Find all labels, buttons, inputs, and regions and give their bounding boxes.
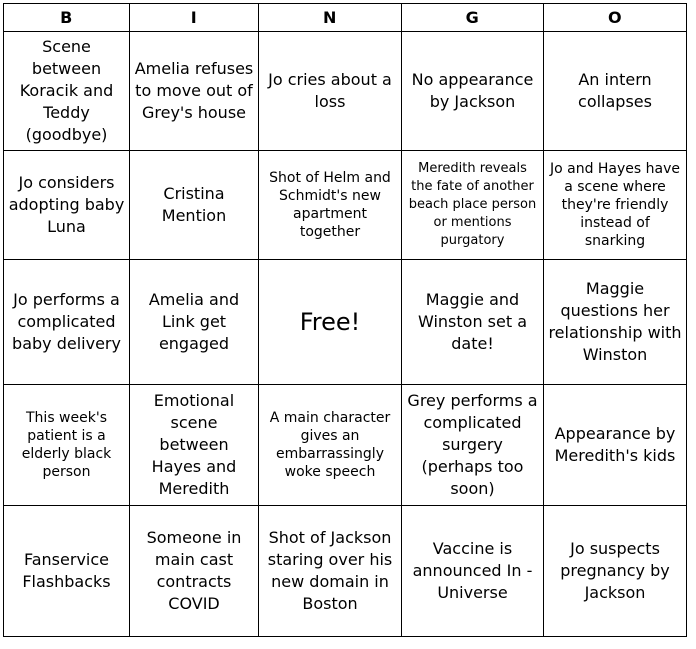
bingo-cell: Shot of Jackson staring over his new domain in Boston [259,506,402,637]
bingo-cell: Maggie and Winston set a date! [402,260,544,385]
bingo-row [4,151,687,260]
bingo-cell: Amelia refuses to move out of Grey's house [130,32,259,151]
bingo-cell: Scene between Koracik and Teddy (goodbye) [4,32,130,151]
header-letter-b: B [4,4,130,32]
header-letter-g: G [402,4,544,32]
bingo-cell: Someone in main cast contracts COVID [130,506,259,637]
bingo-cell: Cristina Mention [130,151,259,260]
bingo-cell: No appearance by Jackson [402,32,544,151]
bingo-row [4,385,687,506]
bingo-cell: Maggie questions her relationship with Winston [544,260,687,385]
bingo-cell: Shot of Helm and Schmidt's new apartment together [259,151,402,260]
bingo-cell: Jo and Hayes have a scene where they're friendly instead of snarking [544,151,687,260]
bingo-cell: Jo cries about a loss [259,32,402,151]
bingo-cell: Vaccine is announced In - Universe [402,506,544,637]
header-letter-i: I [130,4,259,32]
bingo-row [4,506,687,637]
header-letter-o: O [544,4,687,32]
bingo-cell: Appearance by Meredith's kids [544,385,687,506]
bingo-cell: Jo suspects pregnancy by Jackson [544,506,687,637]
bingo-row [4,32,687,151]
free-space-cell: Free! [259,260,402,385]
bingo-cell: Fanservice Flashbacks [4,506,130,637]
bingo-cell: Jo considers adopting baby Luna [4,151,130,260]
header-letter-n: N [259,4,402,32]
bingo-cell: Jo performs a complicated baby delivery [4,260,130,385]
bingo-row [4,260,687,385]
bingo-card [3,3,687,637]
bingo-cell: Amelia and Link get engaged [130,260,259,385]
bingo-cell: A main character gives an embarrassingly woke speech [259,385,402,506]
header-row [4,4,687,32]
bingo-cell: Meredith reveals the fate of another beach place person or mentions purgatory [402,151,544,260]
bingo-cell: An intern collapses [544,32,687,151]
bingo-cell: Grey performs a complicated surgery (perhaps too soon) [402,385,544,506]
bingo-cell: Emotional scene between Hayes and Meredith [130,385,259,506]
bingo-cell: This week's patient is a elderly black person [4,385,130,506]
